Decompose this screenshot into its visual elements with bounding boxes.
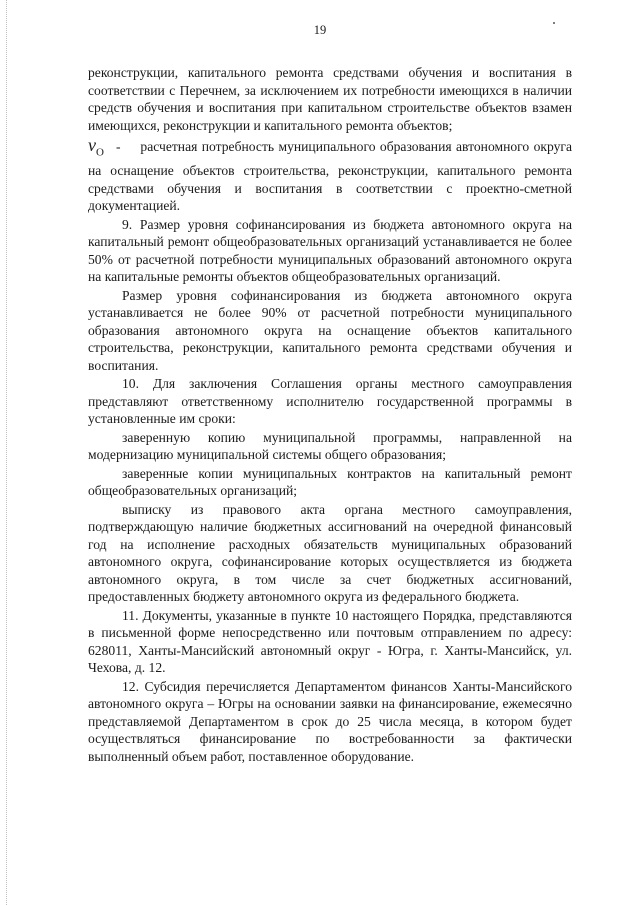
paragraph-item-9: 9. Размер уровня софинансирования из бюджета автономного округа на капитальный ремонт общеобразовательных организаций устанавливается не более 50% от расчетной потребности муниципальных образований автономного округа на капитальные ремонты объектов общеобразовательных организаций. [88,216,572,285]
document-body [88,64,572,765]
paragraph-item-12: 12. Субсидия перечисляется Департаментом финансов Ханты-Мансийского автономного округа – Югры на основании заявки на финансирование, ежемесячно представляемой Департаментом в срок до 25 числа месяца, в котором будет осуществляться финансирование по востребованности за фактически выполненный объем работ, поставленное оборудование. [88,678,572,764]
scan-speck [553,22,555,24]
variable-subscript: О [96,146,104,159]
paragraph-variable-definition [88,137,572,215]
paragraph-item-11: 11. Документы, указанные в пункте 10 настоящего Порядка, представляются в письменной форме непосредственно или почтовым отправлением по адресу: 628011, Ханты-Мансийский автономный округ - Югра, г. Ханты-Мансийск, ул. Чехова, д. 12. [88,607,572,676]
paragraph-cofinancing-90: Размер уровня софинансирования из бюджета автономного округа устанавливается не более 90% от расчетной потребности муниципального образования автономного округа на оснащение объектов капитального строительства, реконструкции, капитального ремонта средствами обучения и воспитания. [88,287,572,373]
variable-dash: - [116,139,121,154]
paragraph-program-copy: заверенную копию муниципальной программы, направленной на модернизацию муниципальной системы общего образования; [88,429,572,463]
paragraph-item-10: 10. Для заключения Соглашения органы местного самоуправления представляют ответственному исполнителю государственной программы в установленные им сроки: [88,376,572,427]
paragraph-contracts-copy: заверенные копии муниципальных контрактов на капитальный ремонт общеобразовательных организаций; [88,465,572,499]
paragraph-legal-act-extract: выписку из правового акта органа местного самоуправления, подтверждающую наличие бюджетных ассигнований на очередной финансовый год на исполнение расходных обязательств муниципальных образований автономного округа, софинансирование которых осуществляется из бюджета автономного округа, в том числе за счет бюджетных ассигнований, предоставленных бюджету автономного округа из федерального бюджета. [88,501,572,605]
paragraph-continuation: реконструкции, капитального ремонта средствами обучения и воспитания в соответствии с Перечнем, за исключением их потребности имеющихся в наличии средств обучения и воспитания при капитальном строительстве объектов взамен имеющихся, реконструкции и капитального ремонта объектов; [88,65,572,133]
variable-letter: v [88,135,96,155]
scan-edge-line [6,0,8,905]
variable-symbol [88,137,116,162]
page-number: 19 [313,23,327,37]
variable-definition-text: расчетная потребность муниципального образования автономного округа на оснащение объектов строительства, реконструкции, капитального ремонта средствами обучения и воспитания в соответствии с проектно-сметной документацией. [88,139,573,214]
